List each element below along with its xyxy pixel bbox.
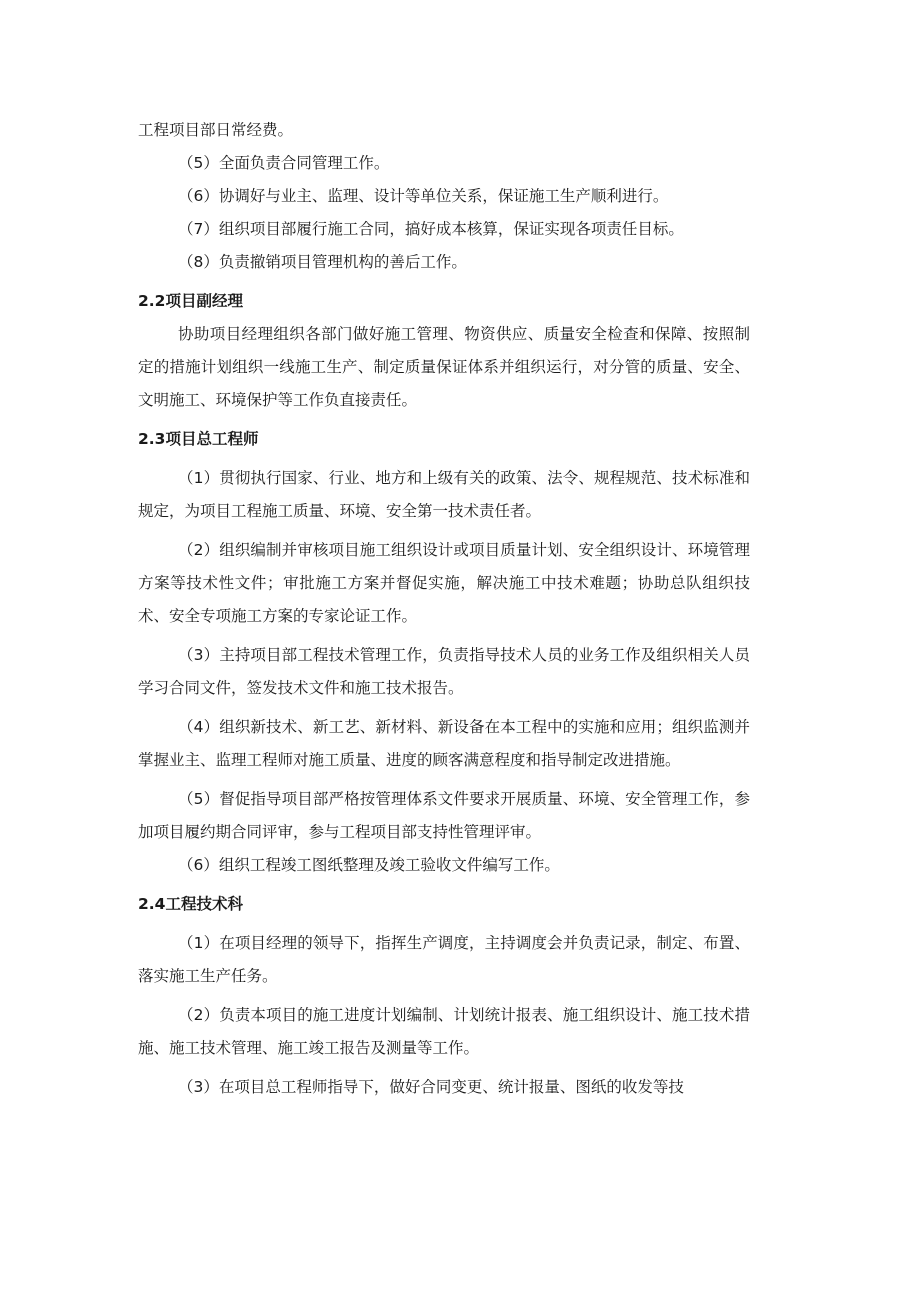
list-item: （3）主持项目部工程技术管理工作，负责指导技术人员的业务工作及组织相关人员学习合同文件，签发技术文件和施工技术报告。 [138, 646, 750, 697]
list-item: （2）负责本项目的施工进度计划编制、计划统计报表、施工组织设计、施工技术措施、施工技术管理、施工竣工报告及测量等工作。 [138, 1006, 750, 1057]
paragraph: 工程项目部日常经费。 [138, 121, 294, 139]
section-heading: 2.2项目副经理 [138, 292, 243, 310]
section-heading: 2.4工程技术科 [138, 895, 243, 913]
list-item: （3）在项目总工程师指导下，做好合同变更、统计报量、图纸的收发等技 [178, 1078, 684, 1096]
list-item: （6）组织工程竣工图纸整理及竣工验收文件编写工作。 [178, 856, 560, 874]
list-item: （5）督促指导项目部严格按管理体系文件要求开展质量、环境、安全管理工作，参加项目履约期合同评审，参与工程项目部支持性管理评审。 [138, 790, 750, 841]
list-item: （5）全面负责合同管理工作。 [178, 154, 390, 172]
list-item: （8）负责撤销项目管理机构的善后工作。 [178, 253, 467, 271]
paragraph: 协助项目经理组织各部门做好施工管理、物资供应、质量安全检查和保障、按照制定的措施计划组织一线施工生产、制定质量保证体系并组织运行，对分管的质量、安全、文明施工、环境保护等工作负直接责任。 [138, 325, 750, 409]
list-item: （1）在项目经理的领导下，指挥生产调度，主持调度会并负责记录，制定、布置、落实施工生产任务。 [138, 934, 750, 985]
list-item: （1）贯彻执行国家、行业、地方和上级有关的政策、法令、规程规范、技术标准和规定，为项目工程施工质量、环境、安全第一技术责任者。 [138, 469, 750, 520]
list-item: （6）协调好与业主、监理、设计等单位关系，保证施工生产顺利进行。 [178, 187, 669, 205]
list-item: （2）组织编制并审核项目施工组织设计或项目质量计划、安全组织设计、环境管理方案等技术性文件；审批施工方案并督促实施，解决施工中技术难题；协助总队组织技术、安全专项施工方案的专家论证工作。 [138, 541, 750, 625]
list-item: （4）组织新技术、新工艺、新材料、新设备在本工程中的实施和应用；组织监测并掌握业主、监理工程师对施工质量、进度的顾客满意程度和指导制定改进措施。 [138, 718, 750, 769]
section-heading: 2.3项目总工程师 [138, 430, 259, 448]
document-body [138, 114, 750, 1104]
list-item: （7）组织项目部履行施工合同，搞好成本核算，保证实现各项责任目标。 [178, 220, 684, 238]
